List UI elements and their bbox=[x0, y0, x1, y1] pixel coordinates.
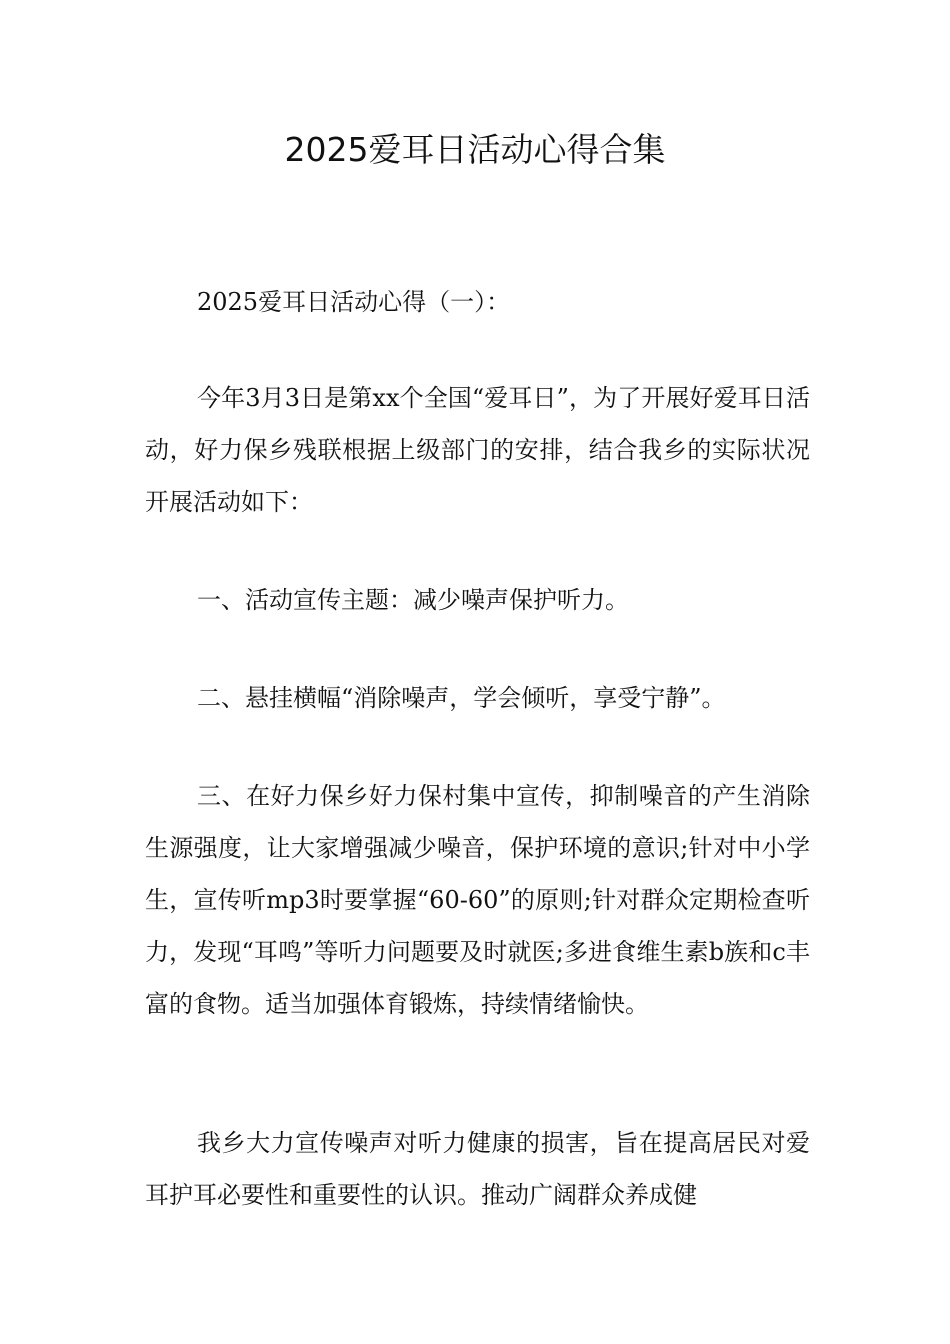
paragraph-intro: 今年3月3日是第xx个全国“爱耳日”，为了开展好爱耳日活动，好力保乡残联根据上级部门的安排，结合我乡的实际状况开展活动如下： bbox=[145, 384, 810, 516]
document-title: 2025爱耳日活动心得合集 bbox=[284, 130, 666, 169]
paragraph-summary: 我乡大力宣传噪声对听力健康的损害，旨在提高居民对爱耳护耳必要性和重要性的认识。推动广阔群众养成健 bbox=[145, 1129, 810, 1209]
paragraph-item-2: 二、悬挂横幅“消除噪声，学会倾听，享受宁静”。 bbox=[197, 684, 726, 712]
section-heading: 2025爱耳日活动心得（一）： bbox=[197, 288, 511, 316]
paragraph-item-3: 三、在好力保乡好力保村集中宣传，抑制噪音的产生消除生源强度，让大家增强减少噪音，保护环境的意识;针对中小学生，宣传听mp3时要掌握“60-60”的原则;针对群众定期检查听力，发现“耳鸣”等听力问题要及时就医;多进食维生素b族和c丰富的食物。适当加强体育锻炼，持续情绪愉快。 bbox=[145, 782, 810, 1018]
paragraph-item-1: 一、活动宣传主题：减少噪声保护听力。 bbox=[197, 586, 629, 614]
